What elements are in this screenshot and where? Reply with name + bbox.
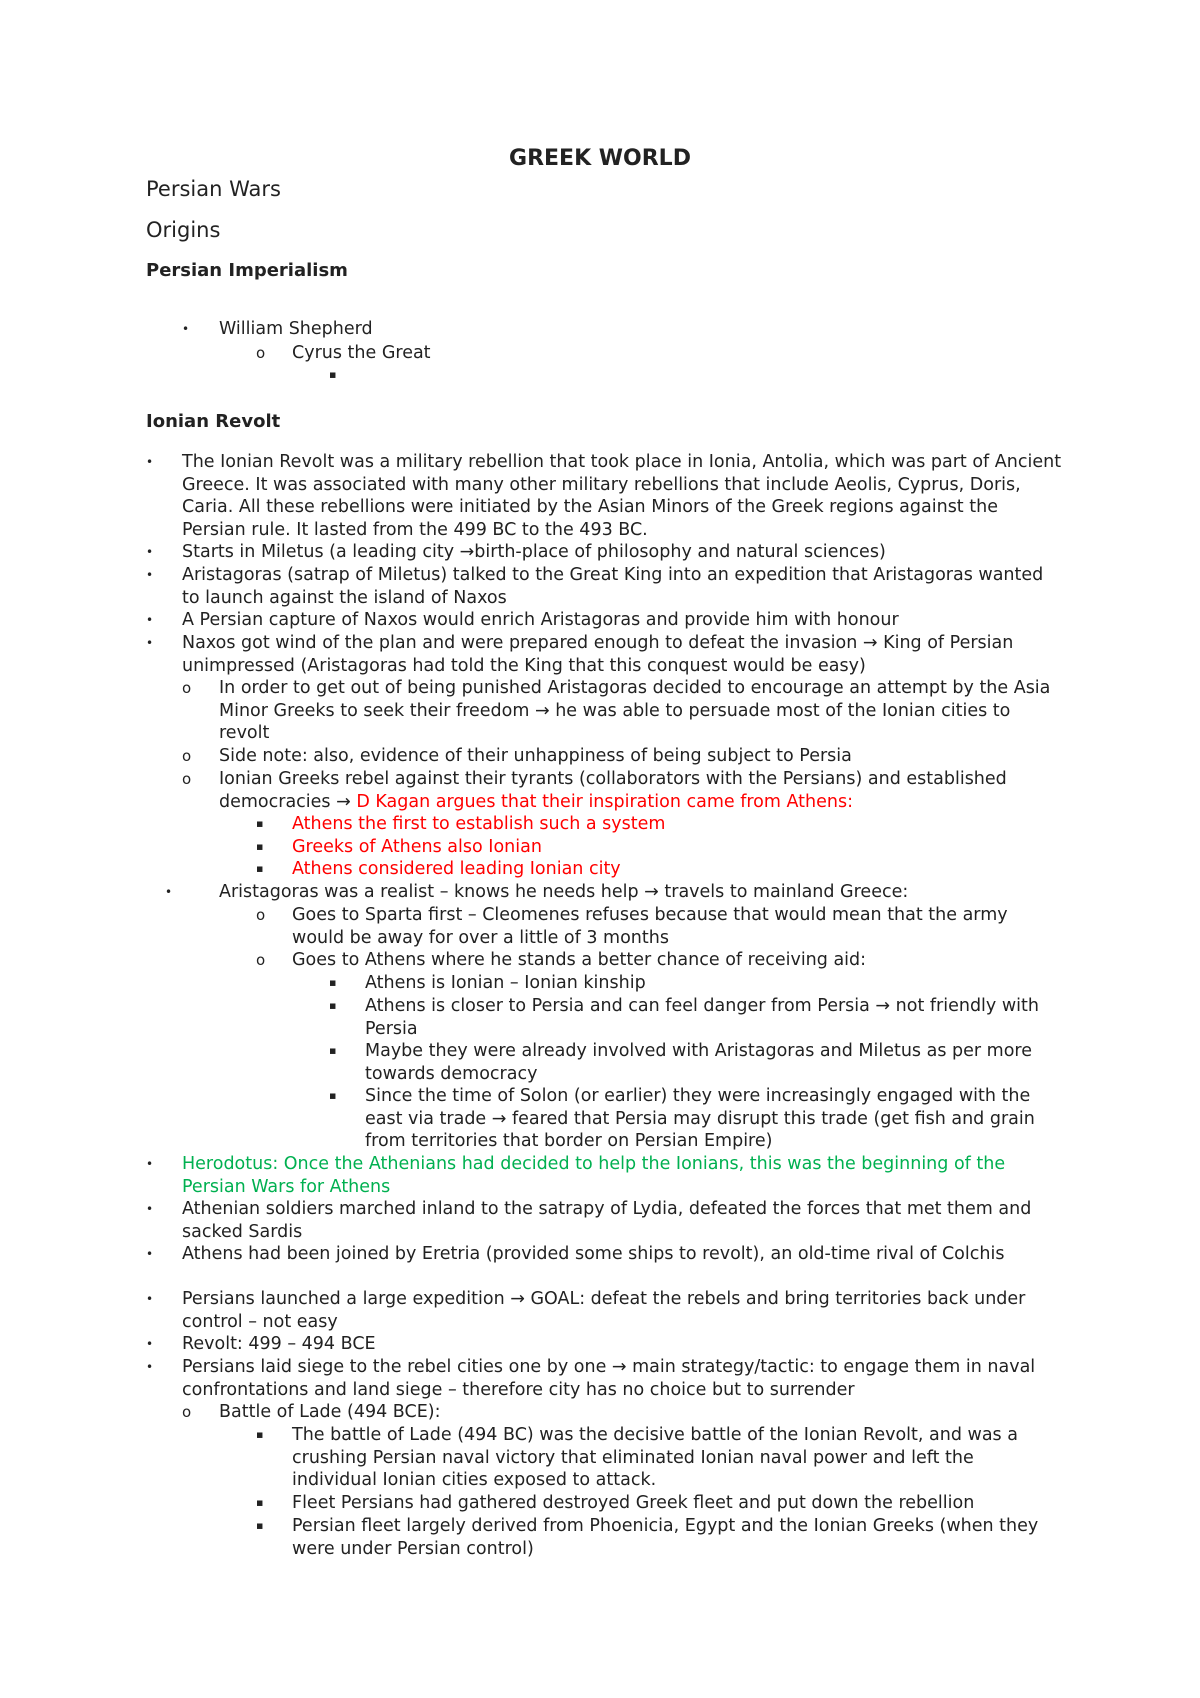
bullet-icon: • [146, 568, 154, 582]
list-item: The Ionian Revolt was a military rebellion that took place in Ionia, Antolia, which was part of Ancient Greece. It was associated with many other military rebellions that include Aeolis, Cyprus, Doris, Caria. All these rebellions were initiated by the Asian Minors of the Greek regions against the Persian rule. It lasted from the 499 BC to the 493 BC. [182, 452, 1062, 540]
list-item: Aristagoras (satrap of Miletus) talked to the Great King into an expedition that Aristagoras wanted to launch against the island of Naxos [182, 565, 1044, 608]
bullet-icon: • [146, 636, 154, 650]
list-item: Athens the first to establish such a system [292, 814, 666, 834]
bullet-icon: • [165, 885, 173, 899]
bullet-icon: o [182, 770, 192, 788]
list-item: Athens had been joined by Eretria (provided some ships to revolt), an old-time rival of Colchis [182, 1244, 1005, 1264]
list-item: A Persian capture of Naxos would enrich Aristagoras and provide him with honour [182, 610, 899, 630]
list-item [219, 768, 1059, 813]
heading-ionian-revolt: Ionian Revolt [146, 411, 281, 432]
heading-persian-imperialism: Persian Imperialism [146, 260, 348, 281]
list-item: Battle of Lade (494 BCE): [219, 1402, 441, 1422]
list-item: Since the time of Solon (or earlier) they were increasingly engaged with the east via trade → feared that Persia may disrupt this trade (get fish and grain from territories that border on Persian Empire) [365, 1086, 1035, 1151]
bullet-icon: ▪ [256, 1428, 264, 1441]
bullet-icon: • [146, 1202, 154, 1216]
bullet-icon: ▪ [256, 840, 264, 853]
list-item: Cyrus the Great [292, 343, 431, 363]
list-item: Athenian soldiers marched inland to the satrapy of Lydia, defeated the forces that met them and sacked Sardis [182, 1199, 1032, 1242]
bullet-icon: o [182, 747, 192, 765]
bullet-icon: • [182, 322, 190, 336]
bullet-icon: ▪ [256, 862, 264, 875]
highlight-red: D Kagan argues that their inspiration came from Athens: [356, 791, 853, 812]
bullet-icon: • [146, 455, 154, 469]
bullet-icon: • [146, 1292, 154, 1306]
list-item: Persians launched a large expedition → GOAL: defeat the rebels and bring territories back under control – not easy [182, 1289, 1026, 1332]
list-item: Fleet Persians had gathered destroyed Greek fleet and put down the rebellion [292, 1493, 975, 1513]
list-item: William Shepherd [219, 319, 373, 339]
bullet-icon: ▪ [256, 1519, 264, 1532]
list-item: Athens is Ionian – Ionian kinship [365, 973, 646, 993]
bullet-icon: ▪ [329, 976, 337, 989]
bullet-icon: o [182, 679, 192, 697]
list-item: The battle of Lade (494 BC) was the decisive battle of the Ionian Revolt, and was a crushing Persian naval victory that eliminated Ionian naval power and left the individual Ionian cities exposed to attack. [292, 1425, 1018, 1490]
list-item: Aristagoras was a realist – knows he needs help → travels to mainland Greece: [219, 882, 909, 902]
bullet-icon: • [146, 545, 154, 559]
list-item: Starts in Miletus (a leading city →birth-place of philosophy and natural sciences) [182, 542, 886, 562]
list-item: Greeks of Athens also Ionian [292, 837, 542, 857]
list-item: Maybe they were already involved with Aristagoras and Miletus as per more towards democracy [365, 1041, 1032, 1084]
bullet-icon: • [146, 1360, 154, 1374]
list-item: Side note: also, evidence of their unhappiness of being subject to Persia [219, 746, 852, 766]
heading-persian-wars: Persian Wars [146, 177, 281, 201]
bullet-icon: ▪ [329, 999, 337, 1012]
list-item: Goes to Sparta first – Cleomenes refuses because that would mean that the army would be away for over a little of 3 months [292, 905, 1008, 948]
bullet-icon: • [146, 1157, 154, 1171]
bullet-icon: o [256, 906, 266, 924]
list-item: Athens considered leading Ionian city [292, 859, 621, 879]
bullet-icon: o [182, 1403, 192, 1421]
list-item: Herodotus: Once the Athenians had decided to help the Ionians, this was the beginning of the Persian Wars for Athens [182, 1154, 1006, 1197]
list-item: Persian fleet largely derived from Phoenicia, Egypt and the Ionian Greeks (when they were under Persian control) [292, 1516, 1039, 1559]
document-title: GREEK WORLD [509, 146, 691, 171]
list-item: Athens is closer to Persia and can feel danger from Persia → not friendly with Persia [365, 996, 1039, 1039]
bullet-icon: ▪ [329, 1089, 337, 1102]
list-item: In order to get out of being punished Aristagoras decided to encourage an attempt by the Asia Minor Greeks to seek their freedom → he was able to persuade most of the Ionian cities to revolt [219, 678, 1051, 743]
bullet-icon: ▪ [329, 368, 337, 381]
list-item: Persians laid siege to the rebel cities one by one → main strategy/tactic: to engage them in naval confrontations and land siege – therefore city has no choice but to surrender [182, 1357, 1036, 1400]
list-item: Naxos got wind of the plan and were prepared enough to defeat the invasion → King of Persian unimpressed (Aristagoras had told the King that this conquest would be easy) [182, 633, 1014, 676]
list-item: Goes to Athens where he stands a better chance of receiving aid: [292, 950, 867, 970]
bullet-icon: o [256, 344, 266, 362]
bullet-icon: • [146, 1247, 154, 1261]
bullet-icon: o [256, 951, 266, 969]
bullet-icon: ▪ [329, 1044, 337, 1057]
bullet-icon: ▪ [256, 817, 264, 830]
list-item-text: Ionian Greeks rebel against their tyrants (collaborators with the Persians) and established democracies → [219, 769, 1007, 812]
bullet-icon: • [146, 613, 154, 627]
bullet-icon: • [146, 1337, 154, 1351]
heading-origins: Origins [146, 218, 221, 242]
list-item: Revolt: 499 – 494 BCE [182, 1334, 376, 1354]
bullet-icon: ▪ [256, 1496, 264, 1509]
